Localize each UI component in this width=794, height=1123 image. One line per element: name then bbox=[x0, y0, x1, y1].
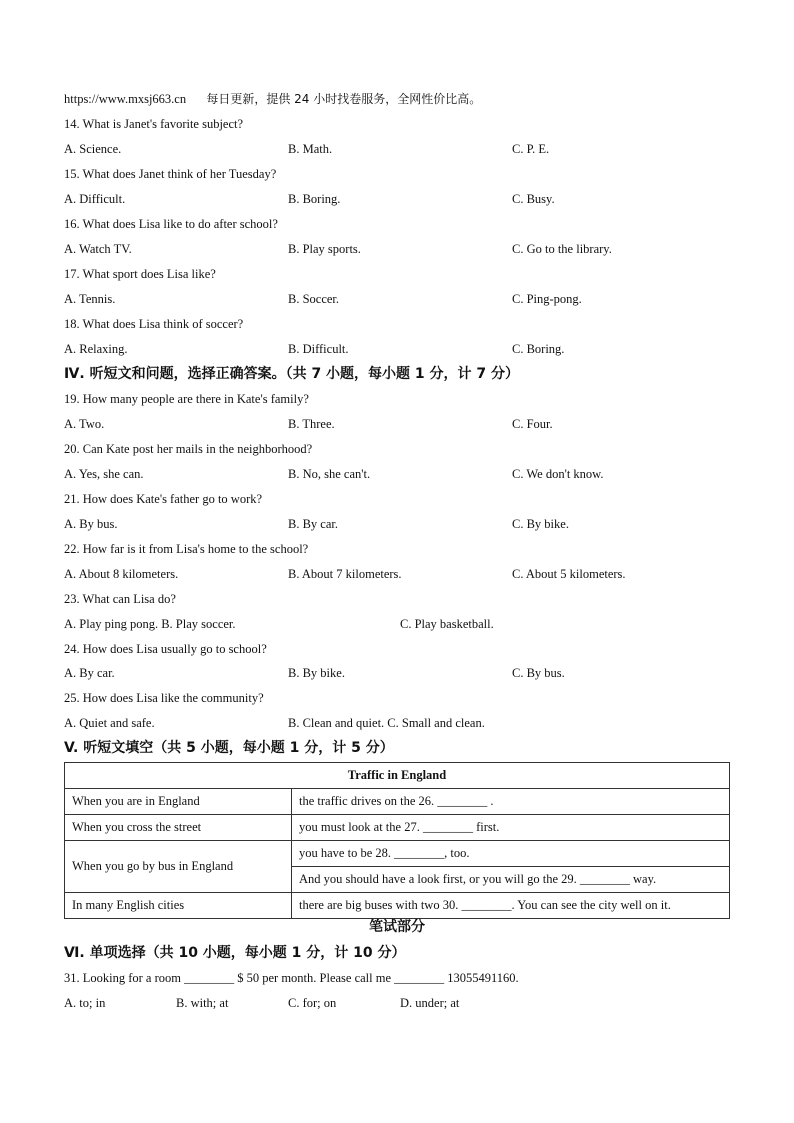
option-25a[interactable]: A. Quiet and safe. bbox=[64, 716, 155, 730]
option-18b[interactable]: B. Difficult. bbox=[288, 342, 349, 356]
question-25: 25. How does Lisa like the community? bbox=[64, 691, 264, 705]
option-18a[interactable]: A. Relaxing. bbox=[64, 342, 128, 356]
row-27-blank[interactable]: you must look at the 27. ________ first. bbox=[292, 815, 730, 841]
option-24c[interactable]: C. By bus. bbox=[512, 666, 565, 680]
option-14c[interactable]: C. P. E. bbox=[512, 142, 550, 156]
option-24b[interactable]: B. By bike. bbox=[288, 666, 345, 680]
option-23ab[interactable]: A. Play ping pong. B. Play soccer. bbox=[64, 617, 236, 631]
table-row bbox=[65, 841, 730, 867]
header-url[interactable]: https://www.mxsj663.cn bbox=[64, 92, 187, 106]
option-17b[interactable]: B. Soccer. bbox=[288, 292, 340, 306]
option-15b[interactable]: B. Boring. bbox=[288, 192, 341, 206]
option-20c[interactable]: C. We don't know. bbox=[512, 467, 604, 481]
section-6-title: Ⅵ. 单项选择（共 10 小题，每小题 1 分，计 10 分） bbox=[64, 945, 406, 961]
option-21a[interactable]: A. By bus. bbox=[64, 517, 118, 531]
option-31c[interactable]: C. for; on bbox=[288, 996, 337, 1010]
option-14a[interactable]: A. Science. bbox=[64, 142, 122, 156]
option-22c[interactable]: C. About 5 kilometers. bbox=[512, 567, 626, 581]
option-16c[interactable]: C. Go to the library. bbox=[512, 242, 612, 256]
option-19b[interactable]: B. Three. bbox=[288, 417, 335, 431]
option-19a[interactable]: A. Two. bbox=[64, 417, 105, 431]
option-23c[interactable]: C. Play basketball. bbox=[400, 617, 494, 631]
option-16b[interactable]: B. Play sports. bbox=[288, 242, 361, 256]
option-14b[interactable]: B. Math. bbox=[288, 142, 333, 156]
row-26-blank[interactable]: the traffic drives on the 26. ________ . bbox=[292, 789, 730, 815]
question-15: 15. What does Janet think of her Tuesday? bbox=[64, 167, 277, 181]
option-20b[interactable]: B. No, she can't. bbox=[288, 467, 371, 481]
row-30-blank[interactable]: there are big buses with two 30. ________. You can see the city well on it. bbox=[292, 893, 730, 919]
header-note: 每日更新，提供 24 小时找卷服务，全网性价比高。 bbox=[206, 92, 482, 106]
traffic-table bbox=[64, 762, 730, 919]
row-30-label: In many English cities bbox=[65, 893, 292, 919]
question-14: 14. What is Janet's favorite subject? bbox=[64, 117, 244, 131]
question-22: 22. How far is it from Lisa's home to the school? bbox=[64, 542, 309, 556]
option-15a[interactable]: A. Difficult. bbox=[64, 192, 126, 206]
option-31d[interactable]: D. under; at bbox=[400, 996, 460, 1010]
option-21c[interactable]: C. By bike. bbox=[512, 517, 569, 531]
question-18: 18. What does Lisa think of soccer? bbox=[64, 317, 244, 331]
question-24: 24. How does Lisa usually go to school? bbox=[64, 642, 267, 656]
table-row bbox=[65, 893, 730, 919]
question-20: 20. Can Kate post her mails in the neighborhood? bbox=[64, 442, 313, 456]
section-5-title: V. 听短文填空（共 5 小题，每小题 1 分，计 5 分） bbox=[64, 740, 394, 756]
option-21b[interactable]: B. By car. bbox=[288, 517, 338, 531]
table-row bbox=[65, 815, 730, 841]
option-22a[interactable]: A. About 8 kilometers. bbox=[64, 567, 179, 581]
option-31b[interactable]: B. with; at bbox=[176, 996, 229, 1010]
option-15c[interactable]: C. Busy. bbox=[512, 192, 555, 206]
row-28-blank[interactable]: you have to be 28. ________, too. bbox=[292, 841, 730, 867]
question-17: 17. What sport does Lisa like? bbox=[64, 267, 216, 281]
question-16: 16. What does Lisa like to do after school? bbox=[64, 217, 278, 231]
written-part-title: 笔试部分 bbox=[369, 919, 425, 935]
option-20a[interactable]: A. Yes, she can. bbox=[64, 467, 144, 481]
row-28-label: When you go by bus in England bbox=[65, 841, 292, 893]
question-31: 31. Looking for a room ________ $ 50 per month. Please call me ________ 13055491160. bbox=[64, 971, 519, 985]
option-17a[interactable]: A. Tennis. bbox=[64, 292, 116, 306]
option-16a[interactable]: A. Watch TV. bbox=[64, 242, 132, 256]
header-line bbox=[64, 91, 481, 107]
option-17c[interactable]: C. Ping-pong. bbox=[512, 292, 582, 306]
option-31a[interactable]: A. to; in bbox=[64, 996, 106, 1010]
option-19c[interactable]: C. Four. bbox=[512, 417, 553, 431]
option-18c[interactable]: C. Boring. bbox=[512, 342, 565, 356]
question-21: 21. How does Kate's father go to work? bbox=[64, 492, 263, 506]
option-24a[interactable]: A. By car. bbox=[64, 666, 115, 680]
table-row bbox=[65, 789, 730, 815]
option-22b[interactable]: B. About 7 kilometers. bbox=[288, 567, 402, 581]
row-29-blank[interactable]: And you should have a look first, or you will go the 29. ________ way. bbox=[292, 867, 730, 893]
section-4-title: Ⅳ. 听短文和问题，选择正确答案。（共 7 小题，每小题 1 分，计 7 分） bbox=[64, 366, 520, 382]
question-23: 23. What can Lisa do? bbox=[64, 592, 176, 606]
question-19: 19. How many people are there in Kate's family? bbox=[64, 392, 309, 406]
row-27-label: When you cross the street bbox=[65, 815, 292, 841]
option-25bc[interactable]: B. Clean and quiet. C. Small and clean. bbox=[288, 716, 485, 730]
row-26-label: When you are in England bbox=[65, 789, 292, 815]
table-title: Traffic in England bbox=[65, 763, 730, 789]
